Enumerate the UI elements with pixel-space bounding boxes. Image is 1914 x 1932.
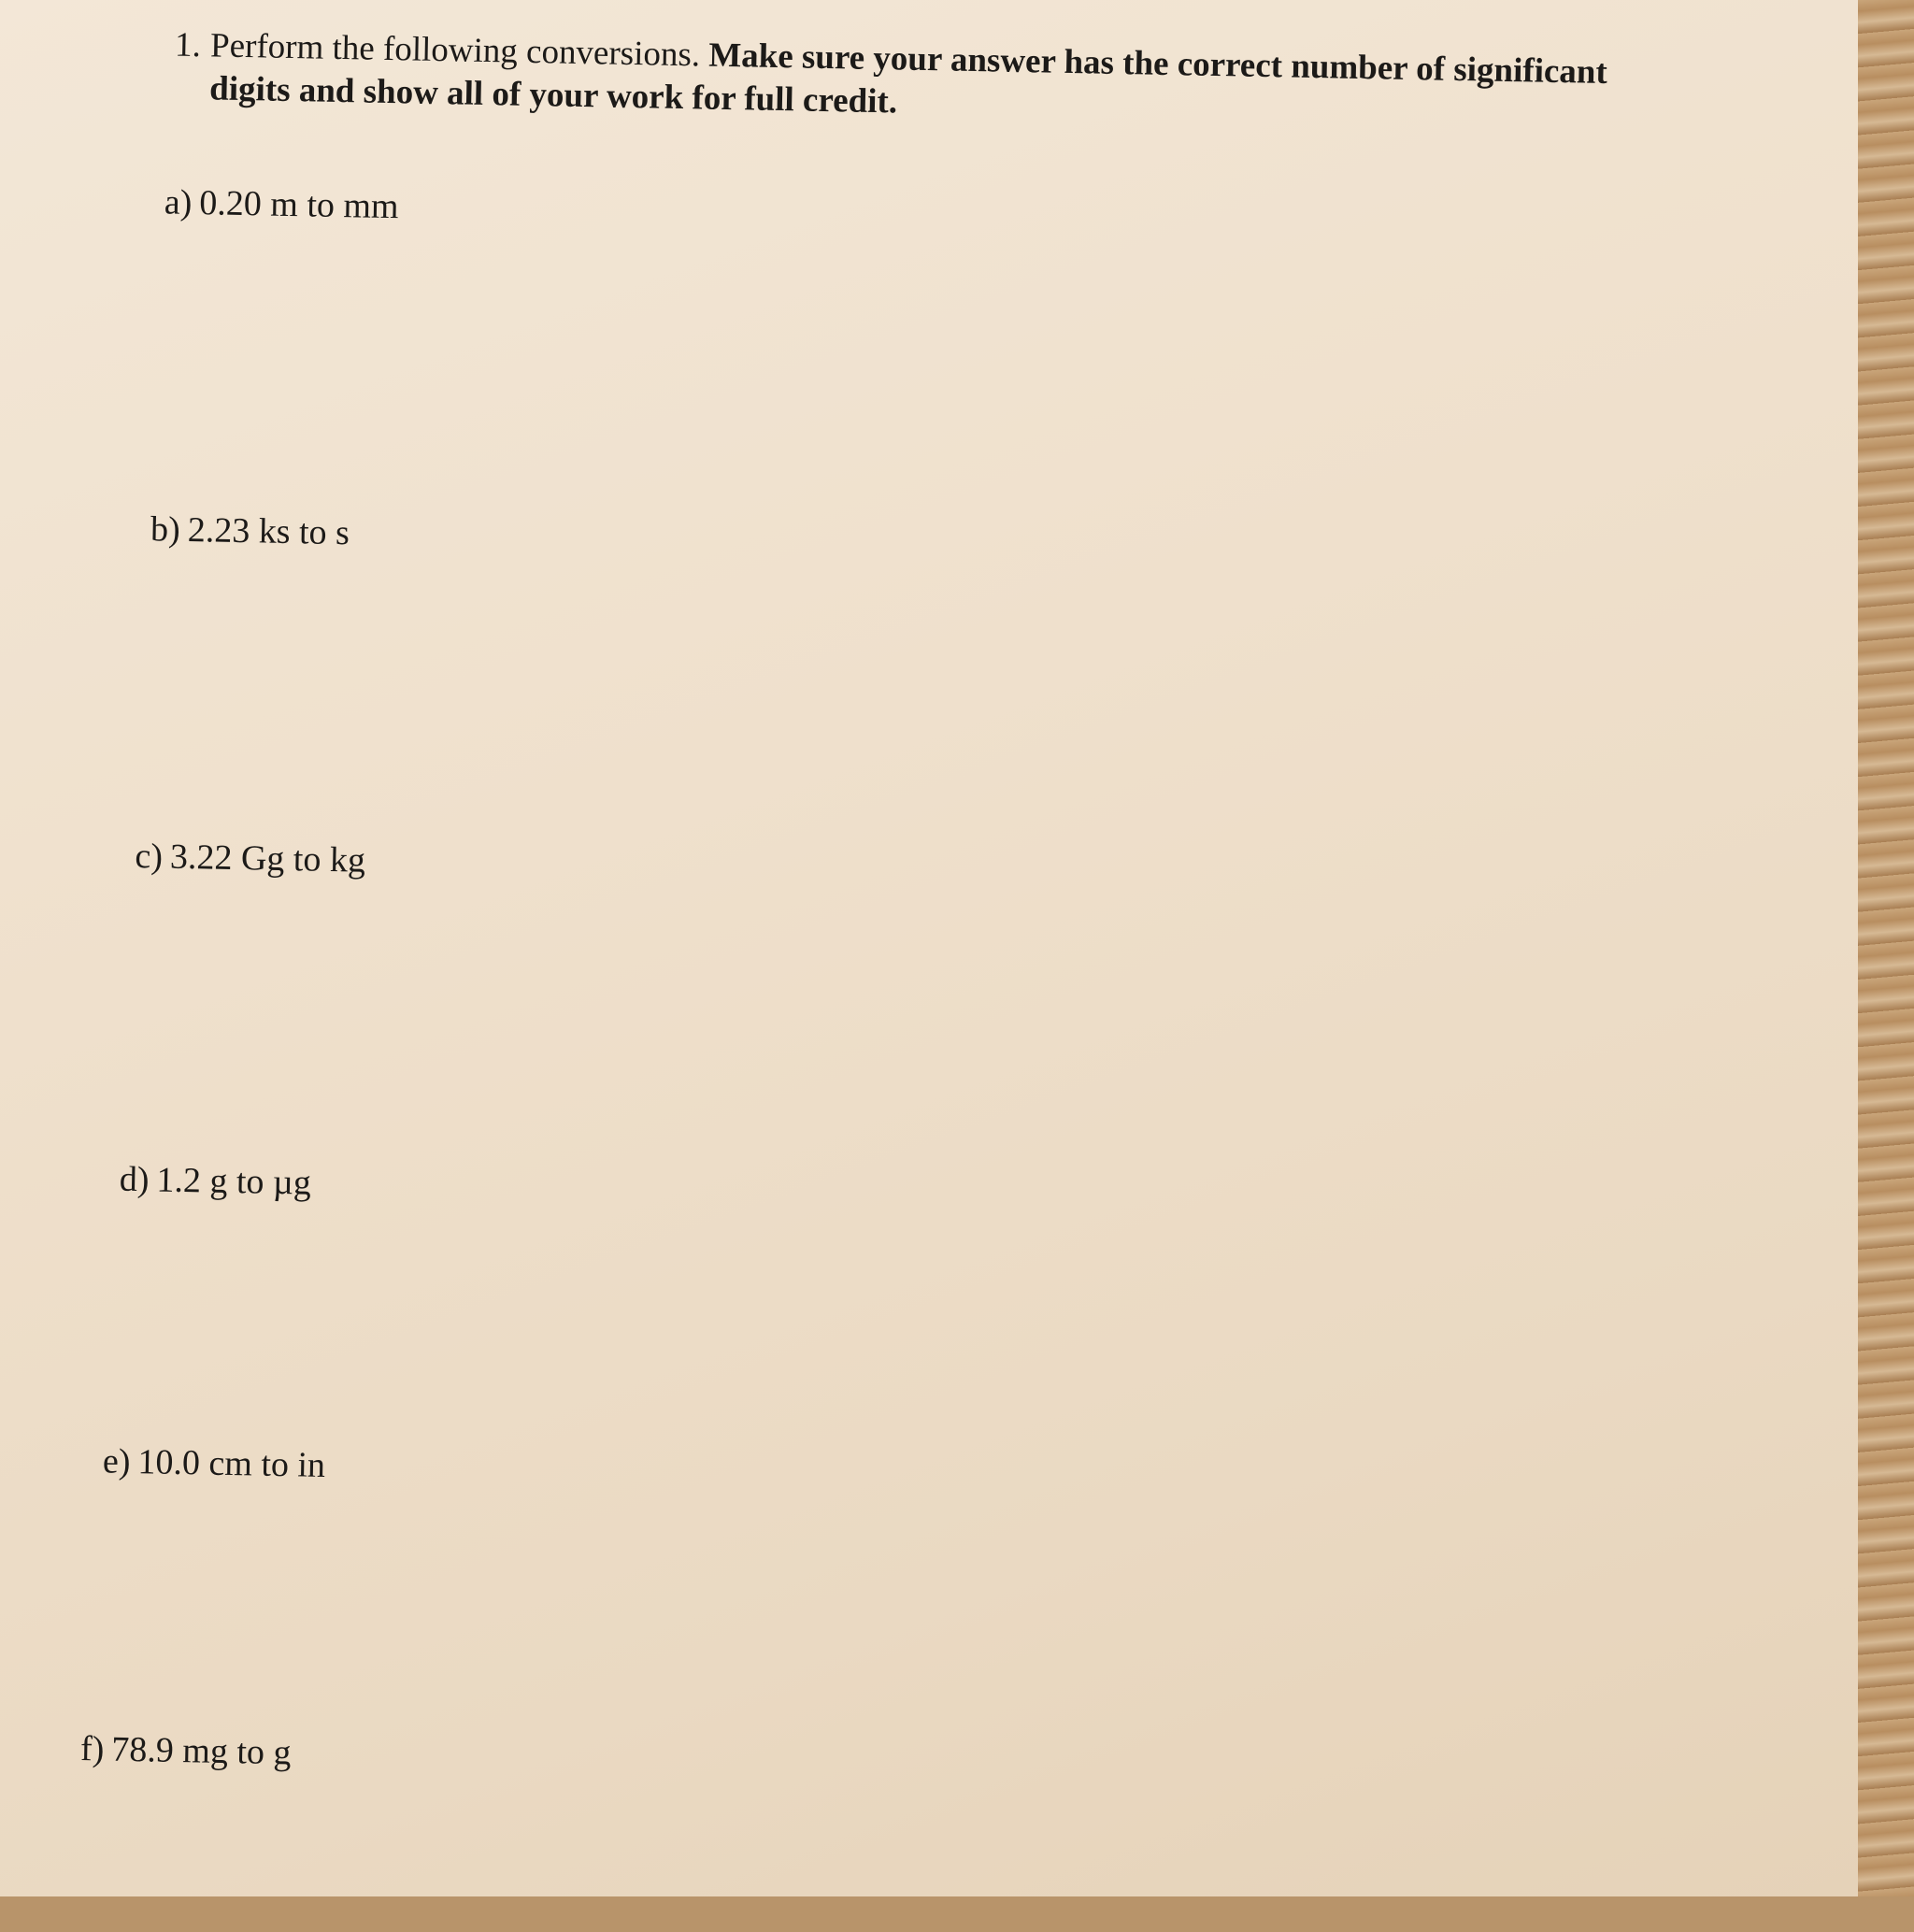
problem-label: a) xyxy=(164,182,193,222)
problem-c xyxy=(135,835,365,882)
problem-text: 0.20 m to mm xyxy=(198,183,400,227)
problem-a xyxy=(164,180,399,228)
problem-text: 3.22 Gg to kg xyxy=(169,837,366,880)
problem-label: c) xyxy=(135,836,164,877)
problem-text: 2.23 ks to s xyxy=(187,509,350,553)
instruction-emphasis-line2: digits and show all of your work for full credit. xyxy=(208,69,898,122)
problem-label: b) xyxy=(150,509,181,550)
instruction-text: Perform the following conversions. xyxy=(209,26,709,75)
problem-label: f) xyxy=(79,1729,105,1769)
problem-d xyxy=(119,1158,311,1205)
question-number: 1. xyxy=(174,25,202,65)
problem-text: 78.9 mg to g xyxy=(111,1729,292,1773)
problem-text: 1.2 g to µg xyxy=(156,1160,312,1203)
problem-f xyxy=(80,1727,292,1774)
problem-text: 10.0 cm to in xyxy=(137,1442,326,1485)
problem-b xyxy=(150,508,350,554)
problem-label: d) xyxy=(119,1159,150,1200)
problem-e xyxy=(103,1439,326,1487)
question-instruction xyxy=(174,24,1707,139)
instruction-emphasis-line1: Make sure your answer has the correct number of significant xyxy=(707,36,1608,93)
problem-label: e) xyxy=(102,1441,131,1481)
